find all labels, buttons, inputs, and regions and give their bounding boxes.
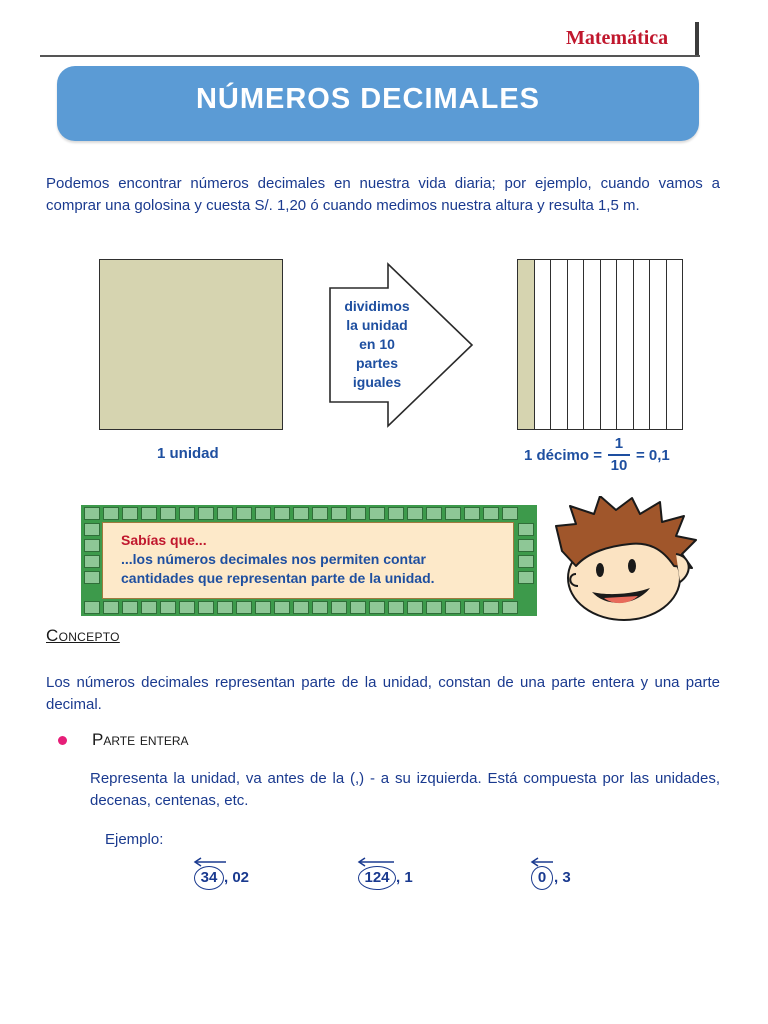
fraction (608, 435, 630, 475)
frame-tile (312, 507, 328, 520)
strip (634, 260, 651, 429)
header-rule (40, 55, 700, 57)
frame-tile (122, 507, 138, 520)
frame-tile (293, 507, 309, 520)
frame-tile (84, 507, 100, 520)
frame-tile (350, 601, 366, 614)
frame-tile (518, 539, 534, 552)
frame-tile (483, 601, 499, 614)
frame-tile (84, 555, 100, 568)
sabias-line: cantidades que representan parte de la unidad. (121, 570, 435, 586)
arrow-line: partes (355, 355, 399, 371)
frame-tile (217, 601, 233, 614)
strip (535, 260, 552, 429)
decimal-rest: , 1 (396, 869, 413, 886)
frame-tile (502, 507, 518, 520)
concepto-paragraph: Los números decimales representan parte de la unidad, constan de una parte entera y una parte decimal. (46, 674, 720, 713)
arrow-line: en 10 (359, 336, 395, 352)
frame-tile (141, 507, 157, 520)
example-item (356, 856, 436, 892)
frame-tile (179, 601, 195, 614)
title-banner (57, 66, 699, 141)
strip (667, 260, 683, 429)
frame-tile (198, 507, 214, 520)
page-title: NÚMEROS DECIMALES (195, 83, 541, 115)
frame-tile (84, 539, 100, 552)
example-label: Ejemplo: (105, 831, 164, 848)
frame-tile (445, 601, 461, 614)
sabias-title: Sabías que... (121, 532, 207, 548)
example-item (192, 856, 272, 892)
arrow-line: iguales (352, 374, 402, 390)
frame-tile (255, 601, 271, 614)
frame-tile (236, 507, 252, 520)
frame-tile (84, 601, 100, 614)
decimal-rest: , 02 (224, 869, 250, 886)
frame-tile (141, 601, 157, 614)
decimo-equation (524, 434, 670, 476)
frame-tile (331, 507, 347, 520)
decimo-label: 1 décimo = (524, 446, 602, 464)
arrow-line: dividimos (344, 298, 410, 314)
sabias-box (102, 522, 514, 599)
strip (617, 260, 634, 429)
frame-tile (236, 601, 252, 614)
frame-tile (274, 507, 290, 520)
frame-tiles-bottom (84, 601, 518, 614)
arrow-line: la unidad (346, 317, 408, 333)
frame-tile (518, 523, 534, 536)
frame-tile (331, 601, 347, 614)
frame-tile (103, 507, 119, 520)
decimal-rest: , 3 (554, 869, 571, 886)
fraction-numerator: 1 (614, 435, 624, 452)
frame-tile (426, 601, 442, 614)
integer-part: 124 (358, 866, 396, 890)
strip (568, 260, 585, 429)
frame-tile (160, 507, 176, 520)
frame-tile (518, 555, 534, 568)
frame-tile (426, 507, 442, 520)
frame-tile (445, 507, 461, 520)
unit-caption: 1 unidad (157, 445, 219, 462)
frame-tile (483, 507, 499, 520)
frame-tile (407, 601, 423, 614)
frame-tile (160, 601, 176, 614)
frame-tile (217, 507, 233, 520)
integer-part: 34 (194, 866, 224, 890)
tenths-strips (517, 259, 683, 430)
strip (551, 260, 568, 429)
frame-tiles-top (84, 507, 518, 520)
integer-part: 0 (531, 866, 553, 890)
intro-paragraph: Podemos encontrar números decimales en nuestra vida diaria; por ejemplo, cuando vamos a comprar una golosina y cuesta S/. 1,20 ó cuando medimos nuestra altura y resulta 1,5 m. (46, 175, 720, 214)
frame-tile (518, 571, 534, 584)
frame-tile (350, 507, 366, 520)
header-divider (695, 22, 699, 55)
frame-tile (198, 601, 214, 614)
sabias-line: ...los números decimales nos permiten contar (121, 551, 426, 567)
strip (584, 260, 601, 429)
frame-tile (312, 601, 328, 614)
strip (601, 260, 618, 429)
unit-square (99, 259, 283, 430)
boy-face-icon (552, 496, 702, 624)
frame-tile (388, 601, 404, 614)
strip-filled (518, 260, 535, 429)
bullet-icon (58, 736, 67, 745)
frame-tile (502, 601, 518, 614)
parte-entera-paragraph: Representa la unidad, va antes de la (,) - a su izquierda. Está compuesta por las unidades, decenas, centenas, etc. (90, 770, 720, 809)
frame-tile (293, 601, 309, 614)
frame-tile (84, 523, 100, 536)
frame-tile (103, 601, 119, 614)
fraction-denominator: 10 (610, 457, 628, 474)
frame-tile (369, 601, 385, 614)
frame-tile (255, 507, 271, 520)
heading-concepto: Concepto (46, 626, 120, 645)
fraction-bar (608, 454, 630, 456)
frame-tile (464, 601, 480, 614)
frame-tile (388, 507, 404, 520)
strip (650, 260, 667, 429)
frame-tiles-left (84, 523, 100, 584)
frame-tile (464, 507, 480, 520)
arrow-caption (334, 297, 420, 392)
frame-tile (179, 507, 195, 520)
heading-parte-entera: Parte entera (92, 730, 189, 749)
example-item (529, 856, 589, 892)
frame-tile (84, 571, 100, 584)
frame-tiles-right (518, 523, 534, 584)
decimo-result: = 0,1 (635, 446, 670, 464)
frame-tile (407, 507, 423, 520)
subject-label: Matemática (566, 27, 669, 49)
frame-tile (274, 601, 290, 614)
frame-tile (369, 507, 385, 520)
frame-tile (122, 601, 138, 614)
